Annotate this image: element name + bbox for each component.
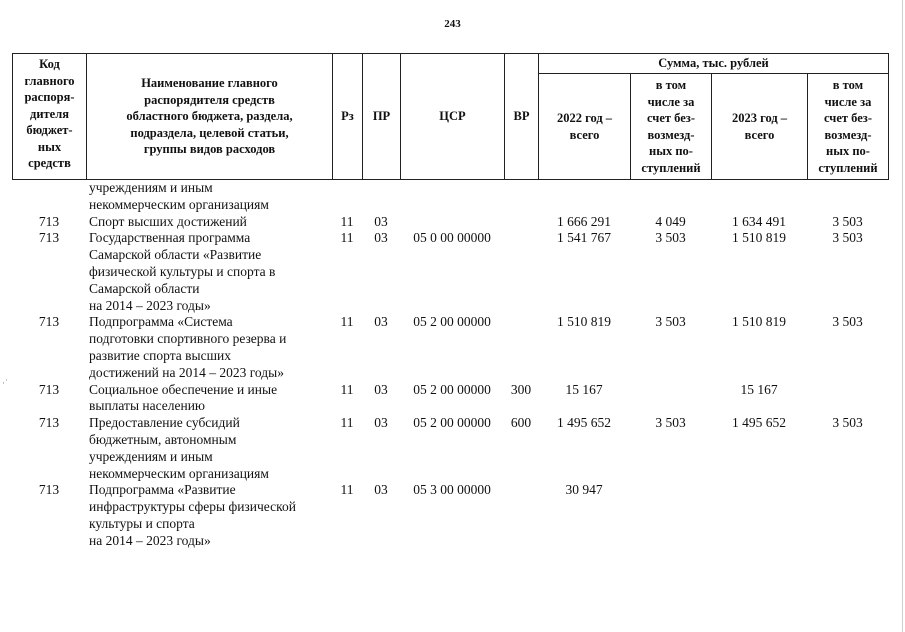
table-row	[12, 482, 888, 549]
cell-2022-total: 1 495 652	[557, 415, 611, 431]
cell-rz: 11	[340, 230, 354, 246]
cell-2023-gratuitous	[807, 382, 888, 416]
cell-2022-total: 30 947	[565, 482, 603, 498]
cell-csr: 05 2 00 00000	[413, 381, 491, 397]
cell-vr	[504, 230, 538, 314]
cell-pr: 03	[374, 482, 388, 498]
cell-2023-gratuitous	[807, 482, 888, 549]
cell-code: 713	[38, 381, 60, 397]
cell-vr	[504, 180, 538, 214]
scan-artifact: ·˙	[2, 378, 8, 388]
cell-2022-total: 1 510 819	[557, 314, 611, 330]
cell-2022-total	[538, 180, 630, 214]
cell-csr	[400, 214, 504, 231]
cell-2023-total	[711, 180, 807, 214]
cell-rz	[332, 180, 362, 214]
cell-pr	[362, 180, 400, 214]
cell-pr: 03	[374, 213, 388, 229]
cell-2023-gratuitous	[807, 180, 888, 214]
cell-name: учреждениям и иным некоммерческим организациям	[89, 180, 269, 212]
header-2022-gratuitous: в том числе за счет без- возмезд- ных по- ступлений	[631, 74, 712, 180]
cell-code: 713	[38, 213, 60, 229]
cell-pr: 03	[374, 230, 388, 246]
cell-2022-gratuitous	[630, 180, 711, 214]
cell-csr: 05 3 00 00000	[413, 482, 491, 498]
cell-code: 713	[38, 415, 60, 431]
table-row	[12, 214, 888, 231]
cell-2022-total: 1 666 291	[557, 213, 611, 229]
cell-vr	[504, 214, 538, 231]
cell-2023-total: 15 167	[740, 381, 778, 397]
cell-csr: 05 2 00 00000	[413, 415, 491, 431]
cell-csr: 05 0 00 00000	[413, 230, 491, 246]
cell-2022-gratuitous	[630, 382, 711, 416]
table-row	[12, 180, 888, 214]
header-csr: ЦСР	[401, 54, 505, 180]
cell-csr	[400, 180, 504, 214]
cell-2022-gratuitous	[630, 482, 711, 549]
cell-2023-gratuitous: 3 503	[832, 314, 863, 330]
header-code: Код главного распоря- дителя бюджет- ных средств	[13, 54, 87, 180]
cell-csr: 05 2 00 00000	[413, 314, 491, 330]
header-name: Наименование главного распорядителя средств областного бюджета, раздела, подраздела, целевой статьи, группы видов расходов	[87, 54, 333, 180]
cell-code: 713	[38, 482, 60, 498]
table-header	[12, 53, 889, 180]
table-row	[12, 382, 888, 416]
cell-code: 713	[38, 230, 60, 246]
cell-code	[12, 180, 86, 214]
cell-rz: 11	[340, 482, 354, 498]
cell-pr: 03	[374, 415, 388, 431]
header-rz: Рз	[333, 54, 363, 180]
cell-2022-gratuitous: 3 503	[655, 230, 686, 246]
cell-2023-total	[711, 482, 807, 549]
cell-2022-gratuitous: 3 503	[655, 314, 686, 330]
cell-code: 713	[38, 314, 60, 330]
cell-rz: 11	[340, 213, 354, 229]
header-2023-gratuitous: в том числе за счет без- возмезд- ных по- ступлений	[808, 74, 889, 180]
cell-2022-gratuitous: 4 049	[655, 213, 686, 229]
table-row	[12, 415, 888, 482]
cell-vr: 600	[510, 415, 532, 431]
table-row	[12, 314, 888, 381]
table-row	[12, 230, 888, 314]
header-pr: ПР	[363, 54, 401, 180]
header-sum-title: Сумма, тыс. рублей	[539, 54, 889, 74]
cell-2023-total: 1 510 819	[732, 314, 786, 330]
cell-2023-total: 1 495 652	[732, 415, 786, 431]
cell-2023-total: 1 510 819	[732, 230, 786, 246]
table-body	[12, 180, 888, 550]
cell-name: Предоставление субсидий бюджетным, автономным учреждениям и иным некоммерческим организациям	[89, 415, 269, 481]
cell-2022-total: 1 541 767	[557, 230, 611, 246]
cell-vr	[504, 314, 538, 381]
header-2023-total: 2023 год – всего	[712, 74, 808, 180]
cell-rz: 11	[340, 415, 354, 431]
cell-2023-total: 1 634 491	[732, 213, 786, 229]
cell-vr	[504, 482, 538, 549]
cell-pr: 03	[374, 314, 388, 330]
cell-rz: 11	[340, 381, 354, 397]
cell-2023-gratuitous: 3 503	[832, 415, 863, 431]
cell-2023-gratuitous: 3 503	[832, 213, 863, 229]
page-number: 243	[444, 18, 461, 30]
cell-vr: 300	[510, 381, 532, 397]
header-2022-total: 2022 год – всего	[539, 74, 631, 180]
cell-name: Подпрограмма «Развитие инфраструктуры сферы физической культуры и спорта на 2014 – 2023 годы»	[89, 482, 296, 548]
cell-name: Подпрограмма «Система подготовки спортивного резерва и развитие спорта высших достижений на 2014 – 2023 годы»	[89, 314, 287, 380]
cell-rz: 11	[340, 314, 354, 330]
cell-2022-total: 15 167	[565, 381, 603, 397]
cell-2023-gratuitous: 3 503	[832, 230, 863, 246]
cell-name: Спорт высших достижений	[89, 213, 247, 229]
scan-edge-line	[902, 0, 903, 632]
cell-2022-gratuitous: 3 503	[655, 415, 686, 431]
cell-pr: 03	[374, 381, 388, 397]
header-vr: ВР	[505, 54, 539, 180]
cell-name: Государственная программа Самарской области «Развитие физической культуры и спорта в Самарской области на 2014 – 2023 годы»	[89, 230, 276, 313]
cell-name: Социальное обеспечение и иные выплаты населению	[89, 381, 278, 414]
